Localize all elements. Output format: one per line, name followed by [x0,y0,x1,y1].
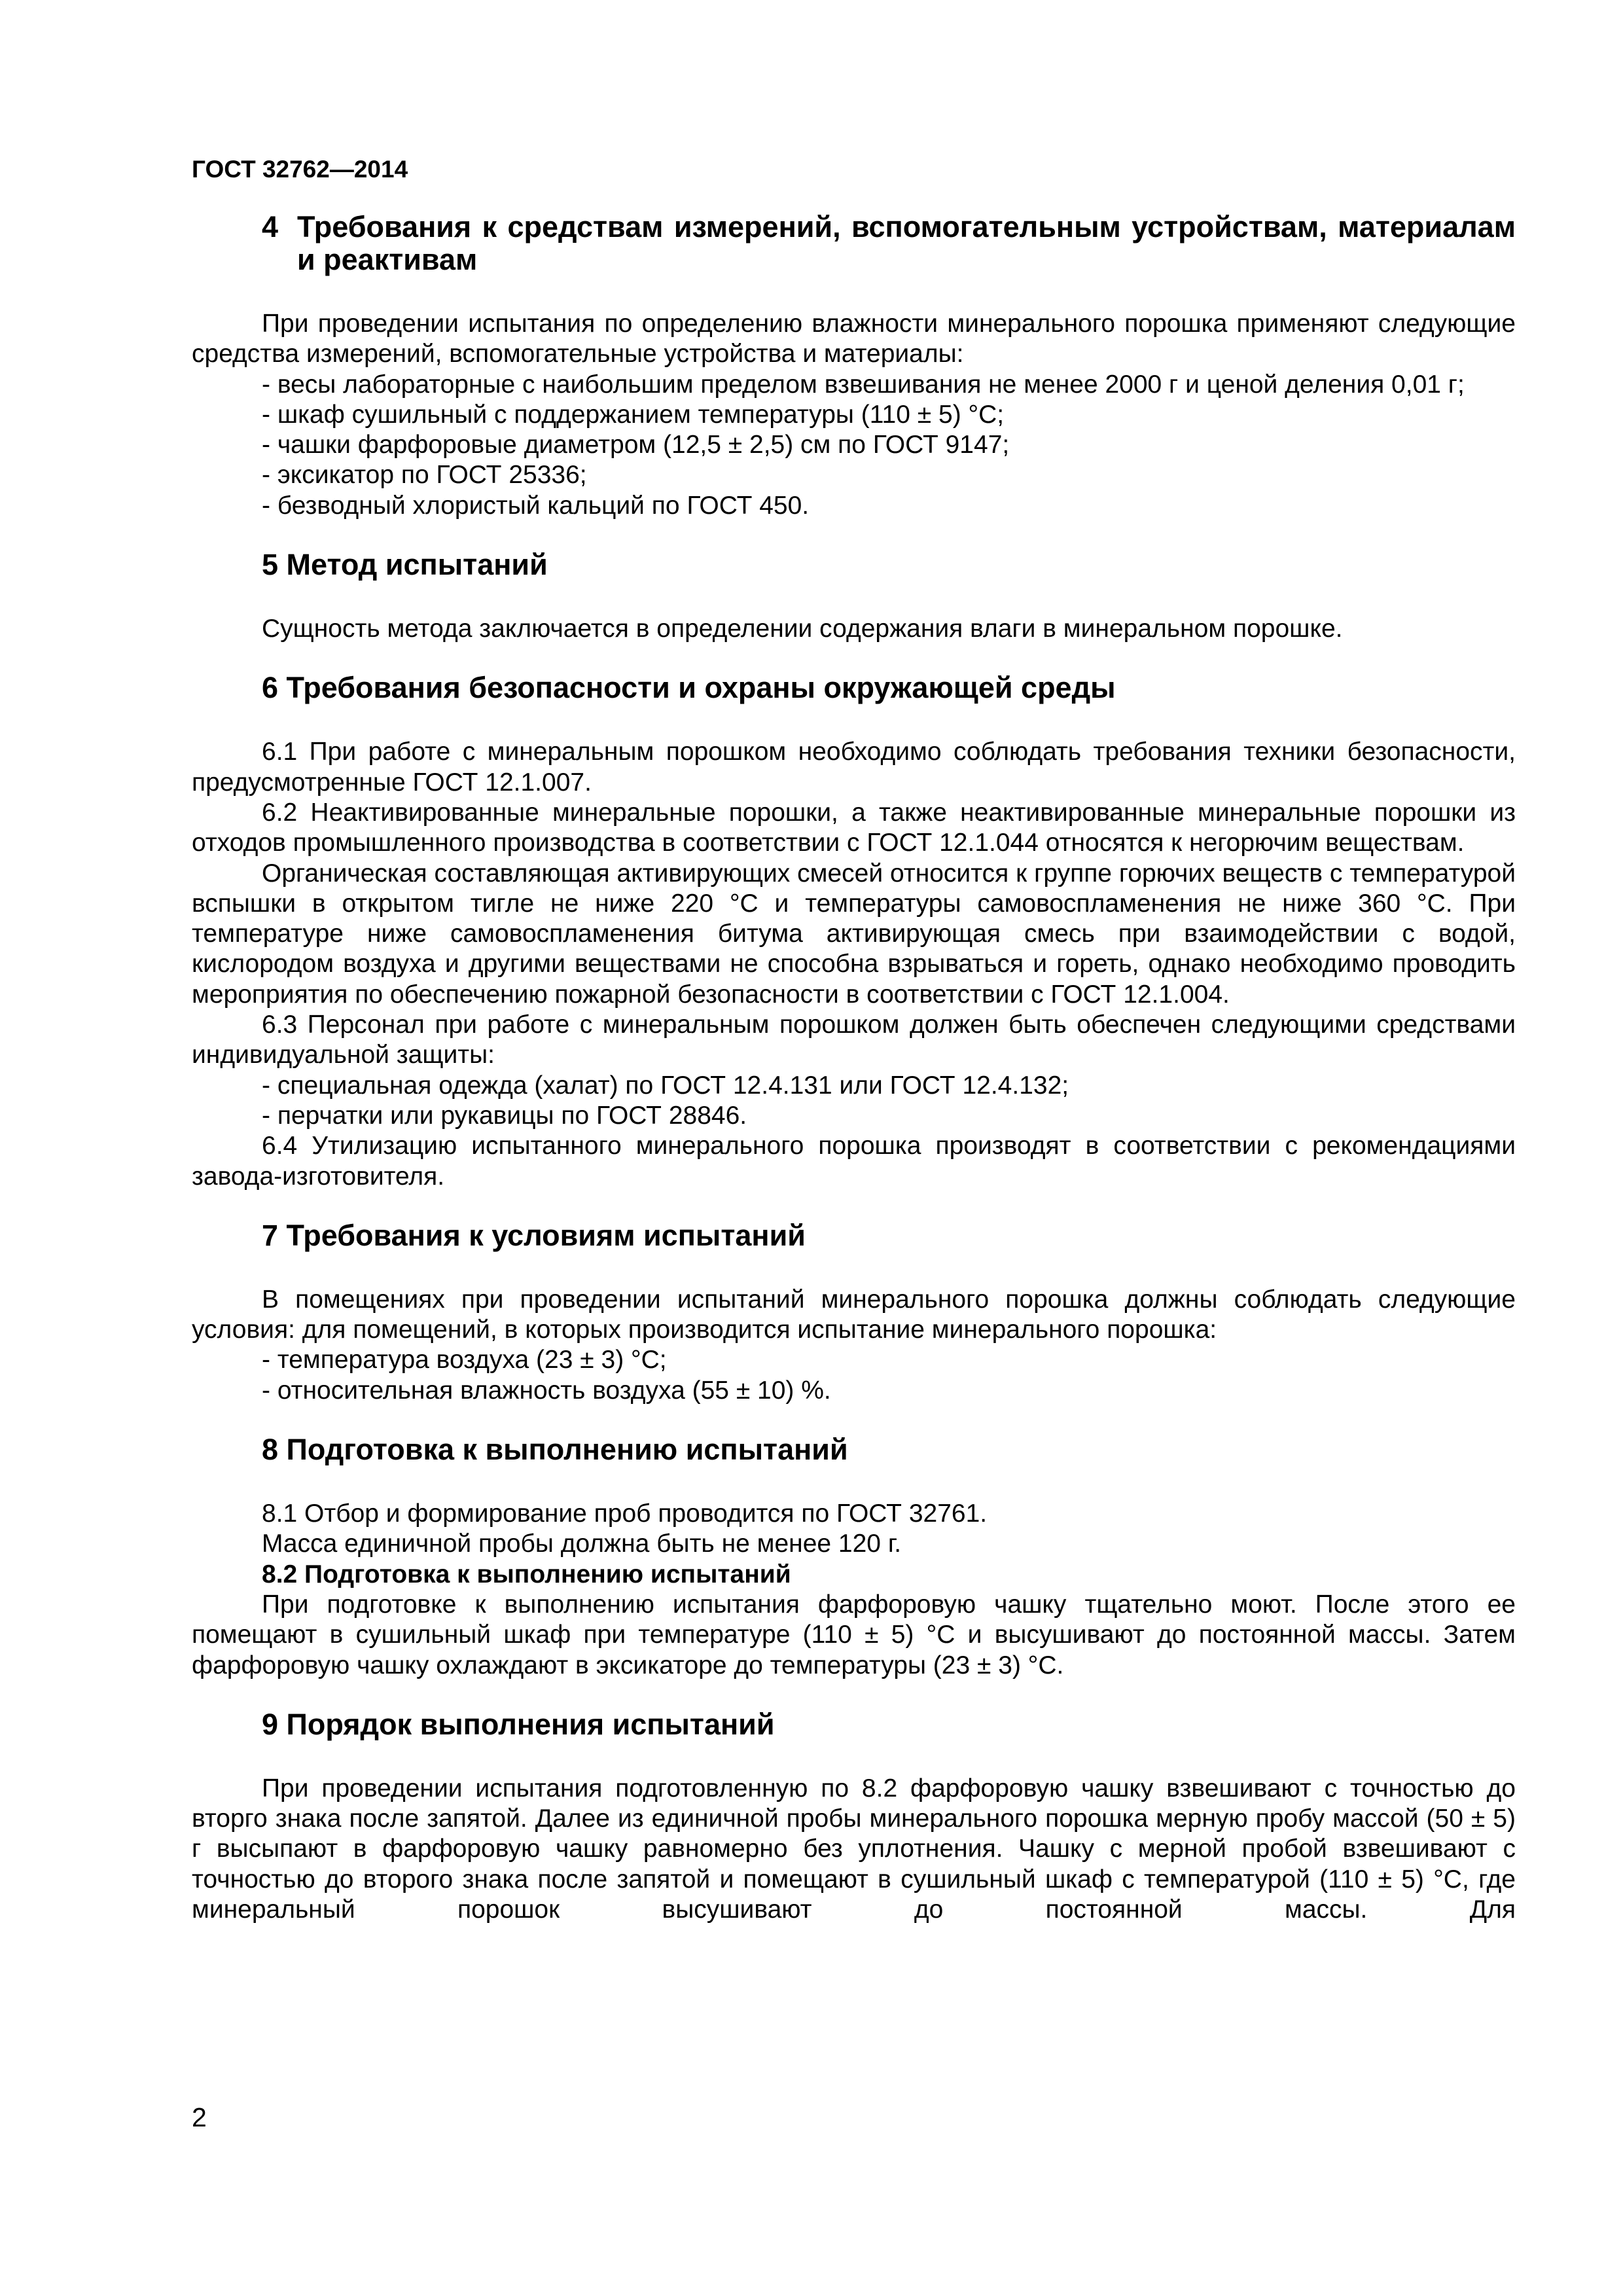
list-item: - весы лабораторные с наибольшим пределом взвешивания не менее 2000 г и ценой деления 0,01 г; [262,370,1465,399]
section-5-title: 5 Метод испытаний [262,548,548,582]
list-item: - чашки фарфоровые диаметром (12,5 ± 2,5) см по ГОСТ 9147; [262,431,1010,459]
list-item: - специальная одежда (халат) по ГОСТ 12.4.131 или ГОСТ 12.4.132; [262,1071,1069,1100]
paragraph-6-3: 6.3 Персонал при работе с минеральным порошком должен быть обеспечен следующими средствами индивидуальной защиты: [192,1011,1516,1069]
section-4-heading [192,211,1516,276]
section-4-number: 4 [262,210,287,243]
list-item: - относительная влажность воздуха (55 ± 10) %. [262,1376,831,1405]
list-item: - шкаф сушильный с поддержанием температуры (110 ± 5) °С; [262,400,1005,429]
paragraph-9-1: При проведении испытания подготовленную по 8.2 фарфоровую чашку взвешивают с точностью до вторго знака после запятой. Далее из единичной пробы минерального порошка мерную пробу массой (50 ± 5) г высыпают в фарфоровую чашку равномерно без уплотнения. Чашку с мерной пробой взвешивают с точностью до второго знака после запятой и помещают в сушильный шкаф с температурой (110 ± 5) °С, где минеральный порошок высушивают до постоянной массы. Для [192,1774,1516,1924]
section-4-title: Требования к средствам измерений, вспомогательным устройствам, материалам и реактивам [297,210,1516,276]
paragraph-6-4: 6.4 Утилизацию испытанного минерального порошка производят в соответствии с рекомендациями завода-изготовителя. [192,1132,1516,1191]
paragraph-8-1: 8.1 Отбор и формирование проб проводится по ГОСТ 32761. [262,1499,988,1528]
paragraph-6-2-cont: Органическая составляющая активирующих смесей относится к группе горючих веществ с температурой вспышки в открытом тигле не ниже 220 °С и температуры самовоспламенения не ниже 360 °С. При температуре ниже самовоспламенения битума активирующая смесь при взаимодействии с водой, кислородом воздуха и другими веществами не способна взрываться и гореть, однако необходимо проводить мероприятия по обеспечению пожарной безопасности в соответствии с ГОСТ 12.1.004. [192,859,1516,1009]
section-4-intro: При проведении испытания по определению влажности минерального порошка применяют следующие средства измерений, вспомогательные устройства и материалы: [192,310,1516,368]
section-7-title: 7 Требования к условиям испытаний [262,1218,806,1252]
list-item: - безводный хлористый кальций по ГОСТ 450. [262,491,810,520]
list-item: - температура воздуха (23 ± 3) °С; [262,1346,667,1374]
document-body [192,211,1516,1925]
section-7-intro: В помещениях при проведении испытаний минерального порошка должны соблюдать следующие условия: для помещений, в которых производится испытание минерального порошка: [192,1285,1516,1344]
paragraph-8-1-mass: Масса единичной пробы должна быть не менее 120 г. [262,1530,902,1558]
section-6-title: 6 Требования безопасности и охраны окружающей среды [262,671,1116,705]
document-header: ГОСТ 32762—2014 [192,156,408,183]
subsection-8-2-title: 8.2 Подготовка к выполнению испытаний [262,1560,791,1588]
paragraph-6-1: 6.1 При работе с минеральным порошком необходимо соблюдать требования техники безопасности, предусмотренные ГОСТ 12.1.007. [192,738,1516,797]
page-number: 2 [192,2102,207,2132]
list-item: - эксикатор по ГОСТ 25336; [262,461,587,490]
paragraph-6-2: 6.2 Неактивированные минеральные порошки, а также неактивированные минеральные порошки из отходов промышленного производства в соответствии с ГОСТ 12.1.044 относятся к негорючим веществам. [192,798,1516,857]
section-8-title: 8 Подготовка к выполнению испытаний [262,1433,848,1467]
paragraph-8-2: При подготовке к выполнению испытания фарфоровую чашку тщательно моют. После этого ее помещают в сушильный шкаф при температуре (110 ± 5) °С и высушивают до постоянной массы. Затем фарфоровую чашку охлаждают в эксикаторе до температуры (23 ± 3) °С. [192,1590,1516,1679]
section-9-title: 9 Порядок выполнения испытаний [262,1707,775,1741]
list-item: - перчатки или рукавицы по ГОСТ 28846. [262,1101,747,1130]
section-5-text: Сущность метода заключается в определении содержания влаги в минеральном порошке. [262,615,1343,643]
